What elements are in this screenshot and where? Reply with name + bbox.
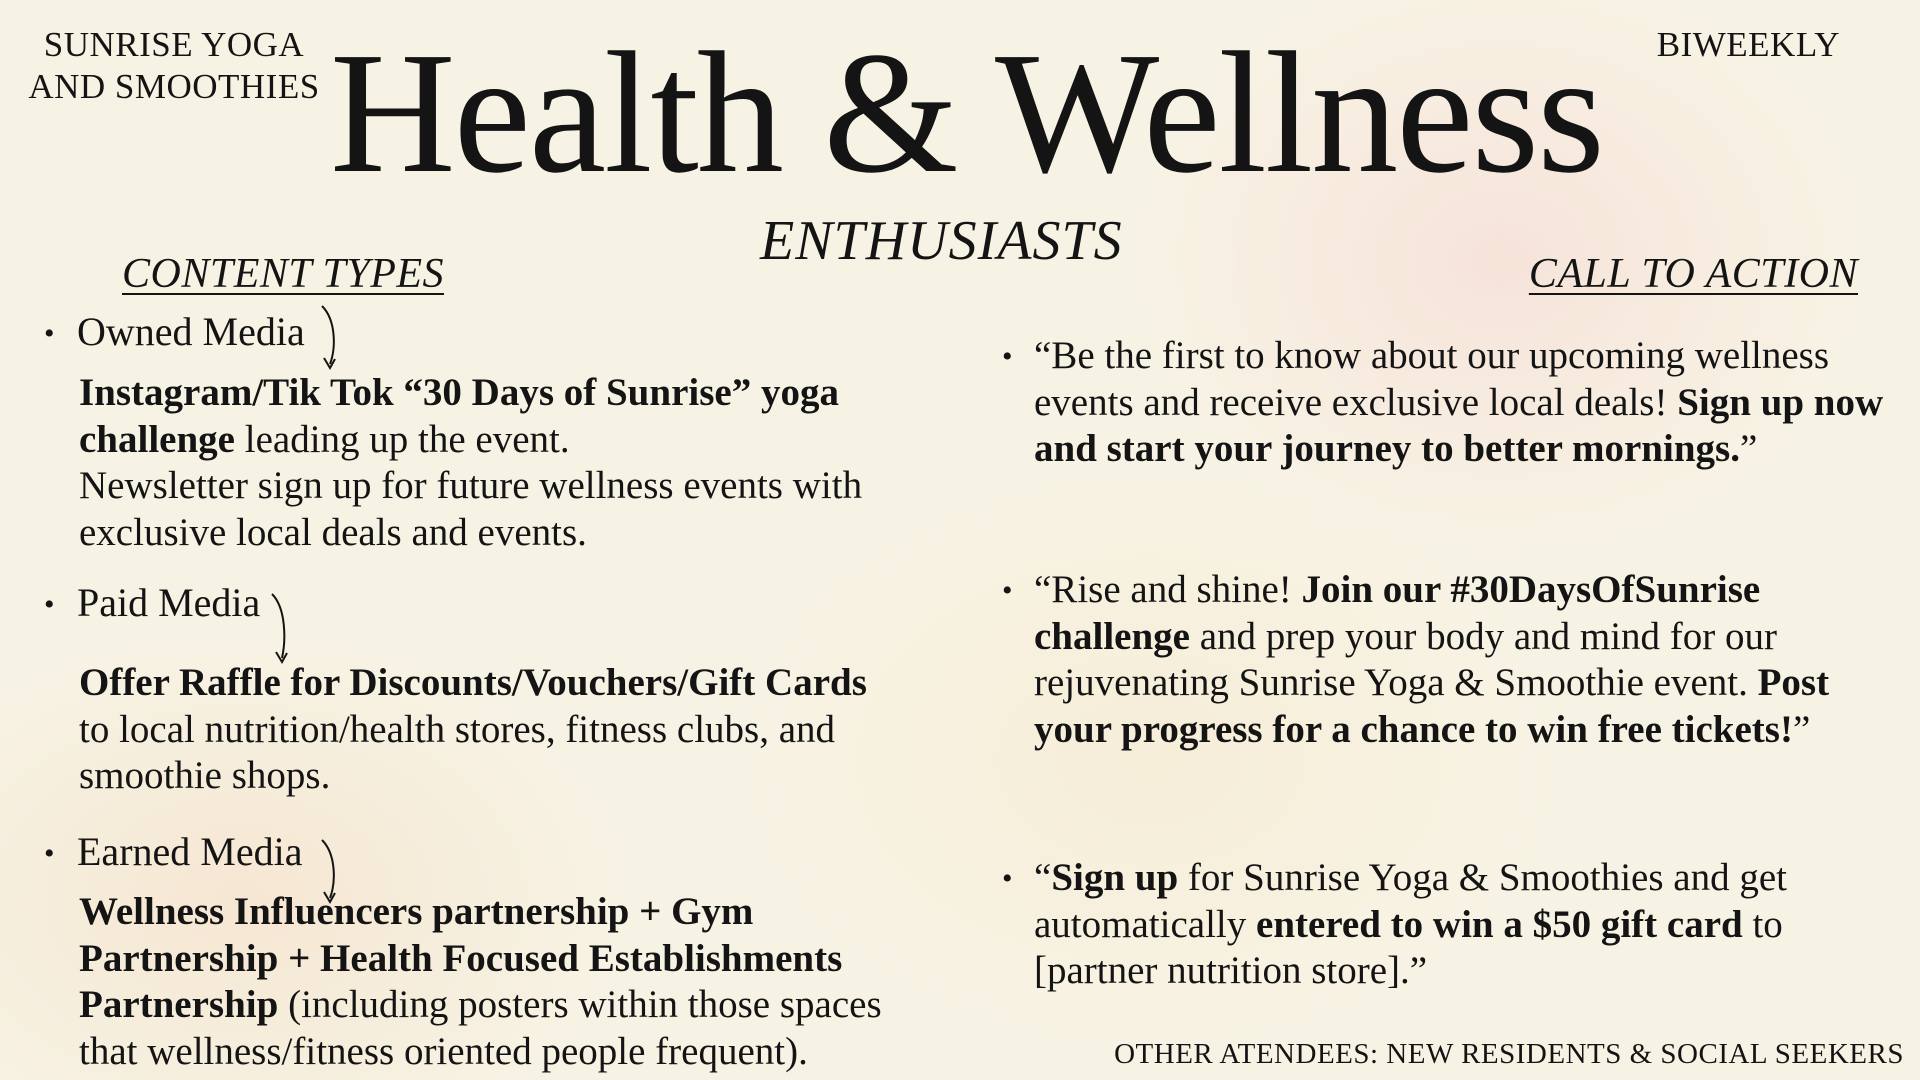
- earned-media-bold-3: Partnership: [79, 983, 279, 1026]
- paid-media-text-2: smoothie shops.: [79, 754, 331, 797]
- cta-3-text-3: automatically: [1034, 902, 1257, 946]
- cta-1-bold-2: and start your journey to better mornings.: [1034, 427, 1740, 470]
- cta-1-text-3: ”: [1739, 427, 1758, 470]
- owned-media-arrow-icon: [318, 302, 348, 374]
- cta-3-text-1: “: [1034, 856, 1052, 899]
- content-types-heading: CONTENT TYPES: [122, 251, 445, 297]
- cta-2-bold-1: Join our #30DaysOfSunrise: [1301, 568, 1761, 611]
- bullet-earned-media: •: [44, 837, 55, 870]
- bullet-paid-media: •: [44, 588, 55, 621]
- call-to-action-heading: CALL TO ACTION: [1528, 251, 1858, 297]
- brand-name: [18, 24, 330, 108]
- cta-3-text-2: for Sunrise Yoga & Smoothies and get: [1178, 856, 1787, 899]
- cta-2-text-3: rejuvenating Sunrise Yoga & Smoothie event.: [1034, 661, 1758, 704]
- cta-1-line-1: “Be the first to know about our upcoming wellness: [1034, 334, 1830, 377]
- brand-line-2: AND SMOOTHIES: [28, 67, 320, 106]
- cta-item-3: [1034, 855, 1914, 995]
- cta-2-text-4: ”: [1792, 707, 1811, 751]
- cta-2-bold-4: your progress for a chance to win free tickets!: [1034, 707, 1793, 751]
- bullet-owned-media: •: [44, 317, 55, 350]
- footer-note: OTHER ATENDEES: NEW RESIDENTS & SOCIAL SEEKERS: [1114, 1038, 1904, 1070]
- cta-item-1: [1034, 333, 1914, 473]
- cta-1-text-2: events and receive exclusive local deals!: [1034, 380, 1678, 424]
- cta-item-2: [1034, 567, 1914, 753]
- earned-media-text-2: that wellness/fitness oriented people frequent).: [79, 1029, 808, 1073]
- cta-2-bold-2: challenge: [1034, 614, 1190, 658]
- earned-media-bold-2: Partnership + Health Focused Establishments: [79, 936, 843, 980]
- paid-media-text-1: to local nutrition/health stores, fitness clubs, and: [79, 707, 836, 751]
- cta-3-line-3: [partner nutrition store].”: [1034, 949, 1428, 992]
- owned-media-text-2: Newsletter sign up for future wellness events with: [79, 464, 863, 507]
- bullet-cta-3: •: [1002, 862, 1013, 895]
- cta-3-bold-1: Sign up: [1051, 856, 1179, 899]
- cta-3-text-4: to: [1742, 902, 1783, 946]
- owned-media-text-1: leading up the event.: [234, 417, 570, 461]
- owned-media-bold-1: Instagram/Tik Tok “30 Days of Sunrise” yoga: [79, 371, 839, 414]
- paid-media-label: Paid Media: [77, 580, 261, 625]
- paid-media-arrow-icon: [268, 590, 298, 668]
- page-title: Health & Wellness: [330, 16, 1603, 209]
- earned-media-label: Earned Media: [77, 829, 303, 874]
- cta-3-bold-2: entered to win a $50 gift card: [1256, 902, 1743, 946]
- earned-media-bold-1: Wellness Influencers partnership + Gym: [79, 890, 754, 933]
- bullet-cta-1: •: [1002, 340, 1013, 373]
- cta-2-bold-3: Post: [1757, 661, 1830, 704]
- owned-media-label: Owned Media: [77, 309, 305, 354]
- cta-1-bold-1: Sign up now: [1677, 380, 1884, 424]
- paid-media-description: [79, 660, 939, 800]
- cta-2-text-1: “Rise and shine!: [1034, 568, 1302, 611]
- page-subtitle: ENTHUSIASTS: [760, 210, 1123, 272]
- owned-media-description: [79, 370, 919, 556]
- brand-line-1: SUNRISE YOGA: [43, 25, 305, 64]
- bullet-cta-2: •: [1002, 574, 1013, 607]
- owned-media-text-3: exclusive local deals and events.: [79, 510, 587, 554]
- earned-media-text-1: (including posters within those spaces: [278, 983, 882, 1026]
- earned-media-description: [79, 889, 939, 1075]
- owned-media-bold-2: challenge: [79, 417, 235, 461]
- publication-frequency: BIWEEKLY: [1656, 25, 1840, 64]
- cta-2-text-2: and prep your body and mind for our: [1189, 614, 1778, 658]
- paid-media-bold-1: Offer Raffle for Discounts/Vouchers/Gift Cards: [79, 661, 867, 704]
